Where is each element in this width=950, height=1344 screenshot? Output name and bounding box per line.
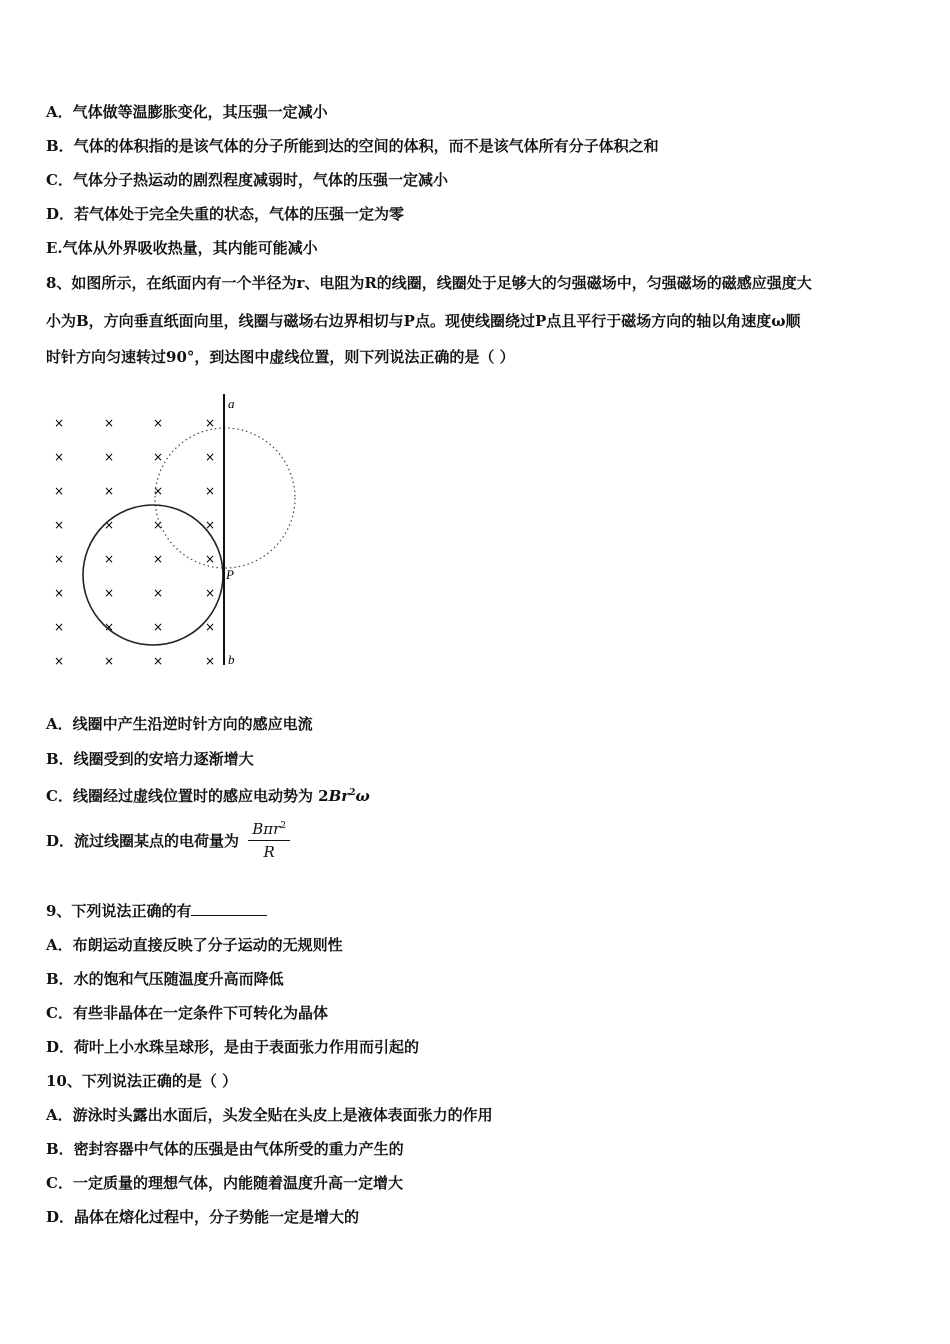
field-cross-icon: × <box>204 620 216 634</box>
field-cross-icon: × <box>53 552 65 566</box>
q8-option-c-exp: 2 <box>349 788 356 798</box>
fraction-numerator: Bπr <box>252 820 281 838</box>
field-cross-icon: × <box>204 552 216 566</box>
q7-option-d: D．若气体处于完全失重的状态，气体的压强一定为零 <box>46 205 405 223</box>
field-cross-icon: × <box>53 484 65 498</box>
q8-stem-line1: 8、如图所示，在纸面内有一个半径为r、电阻为R的线圈，线圈处于足够大的匀强磁场中，匀强磁场的磁感应强度大 <box>46 274 812 292</box>
q9-option-c: C．有些非晶体在一定条件下可转化为晶体 <box>46 1004 328 1022</box>
field-cross-icon: × <box>152 654 164 668</box>
q7-option-b: B．气体的体积指的是该气体的分子所能到达的空间的体积，而不是该气体所有分子体积之和 <box>46 137 659 155</box>
q10-option-b: B．密封容器中气体的压强是由气体所受的重力产生的 <box>46 1140 404 1158</box>
label-p: P <box>226 567 234 582</box>
q10-stem: 10、下列说法正确的是（ ） <box>46 1072 238 1090</box>
magnetic-field-crosses <box>54 416 215 668</box>
q8-option-d-fraction <box>248 820 290 861</box>
field-cross-icon: × <box>53 620 65 634</box>
field-cross-icon: × <box>152 416 164 430</box>
field-cross-icon: × <box>152 552 164 566</box>
field-cross-icon: × <box>204 484 216 498</box>
field-cross-icon: × <box>103 620 115 634</box>
fraction-numerator-exp: 2 <box>280 821 287 831</box>
fraction-denominator: R <box>263 843 275 861</box>
q10-option-a: A．游泳时头露出水面后，头发全贴在头皮上是液体表面张力的作用 <box>46 1106 493 1124</box>
field-cross-icon: × <box>53 654 65 668</box>
q9-stem-text: 9、下列说法正确的有 <box>46 902 192 920</box>
field-cross-icon: × <box>53 450 65 464</box>
field-cross-icon: × <box>204 654 216 668</box>
q9-option-a: A．布朗运动直接反映了分子运动的无规则性 <box>46 936 343 954</box>
field-cross-icon: × <box>53 416 65 430</box>
q8-option-b: B．线圈受到的安培力逐渐增大 <box>46 750 254 768</box>
field-cross-icon: × <box>204 450 216 464</box>
field-cross-icon: × <box>103 586 115 600</box>
q9-option-d: D．荷叶上小水珠呈球形，是由于表面张力作用而引起的 <box>46 1038 420 1056</box>
field-cross-icon: × <box>204 416 216 430</box>
label-b: b <box>228 652 235 667</box>
q7-option-c: C．气体分子热运动的剧烈程度减弱时，气体的压强一定减小 <box>46 171 448 189</box>
q8-stem-line3: 时针方向匀速转过90°，到达图中虚线位置，则下列说法正确的是（ ） <box>46 348 515 366</box>
q9-option-b: B．水的饱和气压随温度升高而降低 <box>46 970 284 988</box>
field-cross-icon: × <box>204 586 216 600</box>
field-cross-icon: × <box>204 518 216 532</box>
field-cross-icon: × <box>152 484 164 498</box>
field-cross-icon: × <box>152 620 164 634</box>
q8-option-c-b: B <box>328 787 342 805</box>
field-cross-icon: × <box>152 586 164 600</box>
q8-option-c-omega: ω <box>355 787 370 805</box>
field-cross-icon: × <box>103 450 115 464</box>
field-cross-icon: × <box>53 518 65 532</box>
q8-option-d <box>46 820 290 861</box>
q8-magnetic-field-figure <box>45 390 305 680</box>
q10-option-d: D．晶体在熔化过程中，分子势能一定是增大的 <box>46 1208 360 1226</box>
field-cross-icon: × <box>103 552 115 566</box>
field-cross-icon: × <box>152 518 164 532</box>
q8-option-c <box>46 783 370 806</box>
field-cross-icon: × <box>152 450 164 464</box>
field-cross-icon: × <box>53 586 65 600</box>
q7-option-e: E.气体从外界吸收热量，其内能可能减小 <box>46 239 318 257</box>
field-cross-icon: × <box>103 416 115 430</box>
field-cross-icon: × <box>103 654 115 668</box>
field-cross-icon: × <box>103 518 115 532</box>
q10-option-c: C．一定质量的理想气体，内能随着温度升高一定增大 <box>46 1174 403 1192</box>
q8-stem-line2: 小为B，方向垂直纸面向里，线圈与磁场右边界相切与P点。现使线圈绕过P点且平行于磁场方向的轴以角速度ω顺 <box>46 312 801 330</box>
q8-option-c-text: C．线圈经过虚线位置时的感应电动势为 2 <box>46 787 329 805</box>
q9-stem <box>46 901 267 921</box>
q8-option-a: A．线圈中产生沿逆时针方向的感应电流 <box>46 715 313 733</box>
q9-answer-blank <box>191 901 267 916</box>
q7-option-a: A．气体做等温膨胀变化，其压强一定减小 <box>46 103 328 121</box>
label-a: a <box>228 396 235 411</box>
q8-option-d-text: D．流过线圈某点的电荷量为 <box>46 832 240 850</box>
field-cross-icon: × <box>103 484 115 498</box>
q8-option-c-r: r <box>341 787 350 805</box>
